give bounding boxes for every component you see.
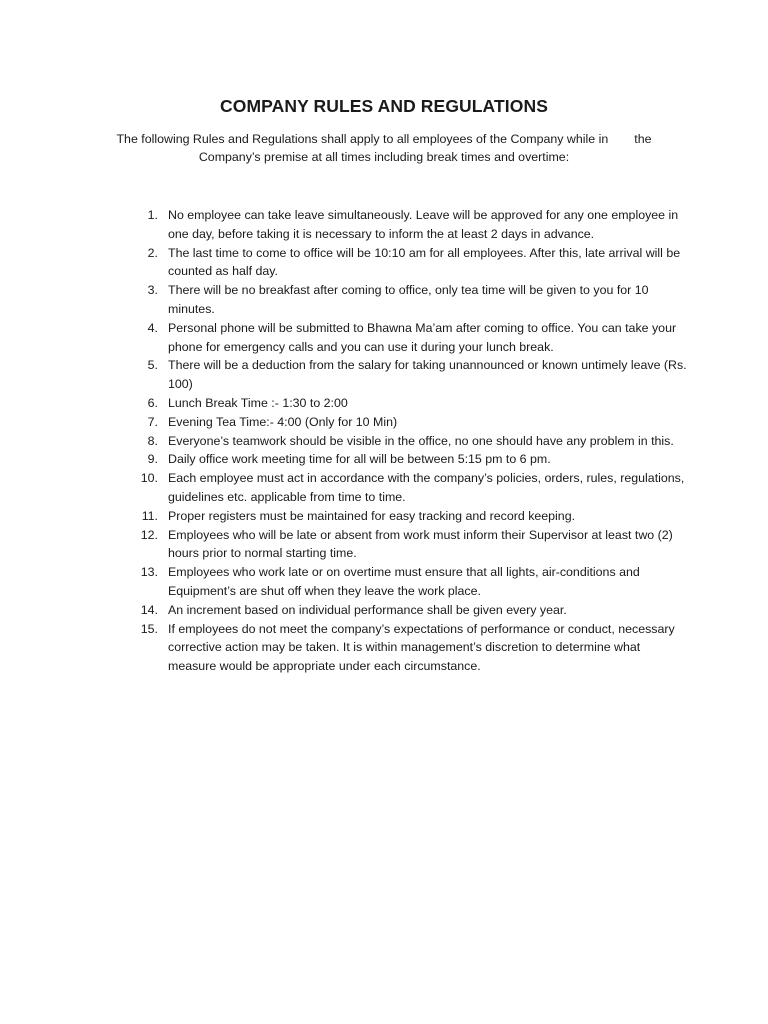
rule-text: No employee can take leave simultaneously. Leave will be approved for any one employee in one day, before taking it is necessary to inform the at least 2 days in advance. xyxy=(168,208,679,241)
rule-number: 11. xyxy=(141,508,158,523)
rule-text: Everyone’s teamwork should be visible in the office, no one should have any problem in this. xyxy=(168,433,674,448)
rule-number: 8. xyxy=(147,433,158,448)
rule-text: Employees who will be late or absent from work must inform their Supervisor at least two (2) hours prior to normal starting time. xyxy=(168,527,673,561)
rule-text: Daily office work meeting time for all will be between 5:15 pm to 6 pm. xyxy=(168,452,551,467)
rule-item xyxy=(128,469,688,507)
rule-item xyxy=(128,281,688,319)
rule-number: 3. xyxy=(147,283,158,298)
rule-number: 9. xyxy=(147,452,158,467)
rule-text: Lunch Break Time :- 1:30 to 2:00 xyxy=(168,395,348,410)
intro-text-part1: The following Rules and Regulations shall apply to all employees of the Company while in xyxy=(116,132,609,146)
rule-item xyxy=(128,356,688,394)
rule-number: 6. xyxy=(147,395,158,410)
rule-item xyxy=(128,526,688,564)
rule-number: 1. xyxy=(147,208,158,222)
rule-text: There will be a deduction from the salary for taking unannounced or known untimely leave (Rs. 100) xyxy=(168,358,687,392)
rule-text: If employees do not meet the company’s expectations of performance or conduct, necessary corrective action may be taken. It is within management’s discretion to determine what measure would be appropriate under each circumstance. xyxy=(168,621,675,674)
rule-number: 4. xyxy=(147,320,158,335)
rule-item xyxy=(128,206,688,244)
rule-item xyxy=(128,319,688,357)
intro-paragraph xyxy=(100,130,668,166)
rule-number: 2. xyxy=(147,245,158,260)
intro-text-part2: the xyxy=(634,132,652,146)
rule-item xyxy=(128,394,688,413)
rule-item xyxy=(128,601,688,620)
rule-item xyxy=(128,450,688,469)
rule-text: Each employee must act in accordance with the company’s policies, orders, rules, regulations, guidelines etc. applicable from time to time. xyxy=(168,471,685,504)
rules-list xyxy=(128,206,688,676)
rule-text: An increment based on individual performance shall be given every year. xyxy=(168,602,567,617)
rule-item xyxy=(128,507,688,526)
rule-number: 7. xyxy=(147,414,158,429)
rule-text: Personal phone will be submitted to Bhawna Ma’am after coming to office. You can take your phone for emergency calls and you can use it during your lunch break. xyxy=(168,320,677,354)
rule-item xyxy=(128,563,688,601)
document-title: COMPANY RULES AND REGULATIONS xyxy=(220,96,548,116)
rule-item xyxy=(128,244,688,282)
rule-text: There will be no breakfast after coming to office, only tea time will be given to you for 10 minutes. xyxy=(168,283,649,316)
rule-item xyxy=(128,432,688,451)
rule-number: 12. xyxy=(140,527,158,542)
rule-number: 13. xyxy=(140,565,158,580)
rule-text: The last time to come to office will be 10:10 am for all employees. After this, late arrival will be counted as half day. xyxy=(168,245,681,279)
rule-item xyxy=(128,413,688,432)
rule-item xyxy=(128,620,688,676)
rule-text: Proper registers must be maintained for easy tracking and record keeping. xyxy=(168,508,576,523)
rule-text: Employees who work late or on overtime must ensure that all lights, air-conditions and Equipment’s are shut off when they leave the work place. xyxy=(168,565,640,598)
rule-number: 5. xyxy=(147,358,158,373)
rule-number: 10. xyxy=(140,471,158,486)
rule-text: Evening Tea Time:- 4:00 (Only for 10 Min) xyxy=(168,414,398,429)
intro-text-part3: Company’s premise at all times including break times and overtime: xyxy=(198,150,570,164)
rule-number: 14. xyxy=(140,602,158,617)
rule-number: 15. xyxy=(140,621,158,636)
